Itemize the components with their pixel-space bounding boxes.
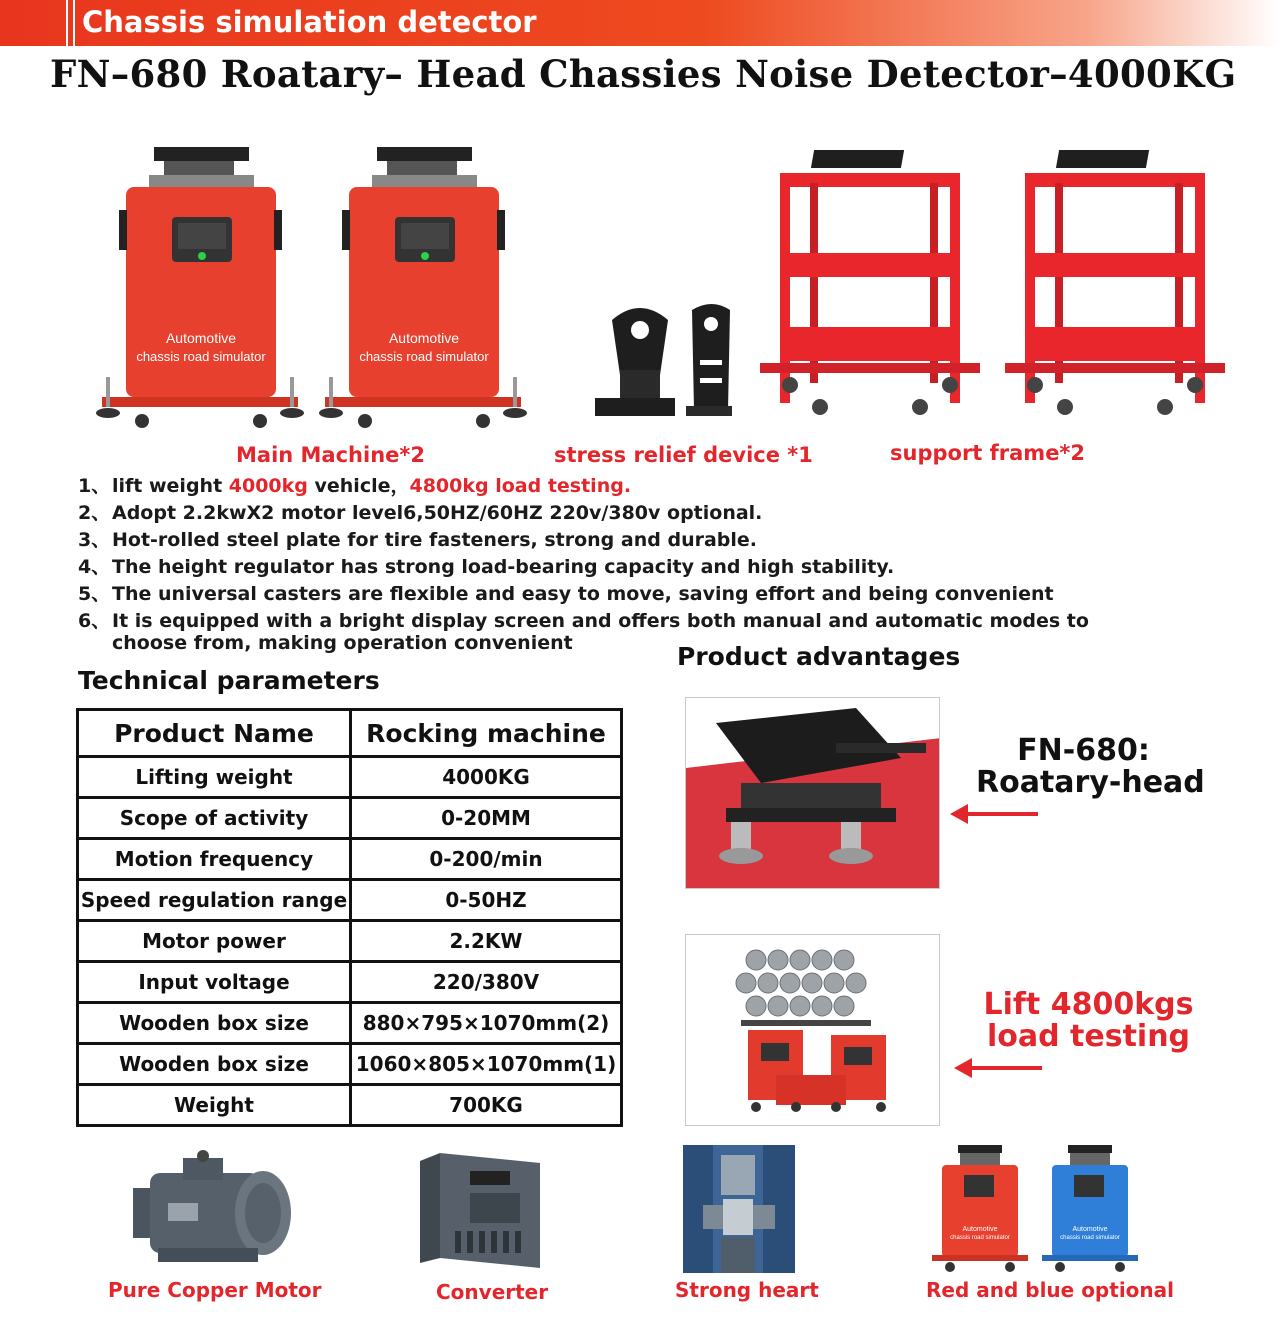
feature-number: 2、: [78, 502, 111, 524]
feature-item: [78, 555, 1078, 582]
table-row: [78, 962, 622, 1003]
banner-title: Chassis simulation detector: [82, 5, 537, 39]
feature-number: 5、: [78, 583, 111, 605]
table-cell: 880×795×1070mm(2): [351, 1003, 622, 1044]
load-testing-label-line1: Lift 4800kgs: [983, 987, 1194, 1022]
table-cell: Wooden box size: [78, 1044, 351, 1085]
main-machine-image-1: [94, 145, 306, 435]
table-row: [78, 1044, 622, 1085]
table-cell: 700KG: [351, 1085, 622, 1126]
blue-machine-option-image: [1040, 1143, 1140, 1273]
table-header-cell: Rocking machine: [351, 710, 622, 757]
table-cell: Wooden box size: [78, 1003, 351, 1044]
caption-stress-relief: stress relief device *1: [554, 443, 813, 467]
rotary-head-photo: [685, 697, 940, 889]
copper-motor-image: [128, 1148, 293, 1270]
feature-item: [78, 474, 1078, 501]
feature-number: 3、: [78, 529, 111, 551]
feature-highlight: 4000kg: [228, 475, 308, 497]
table-row: [78, 839, 622, 880]
technical-parameters-heading: Technical parameters: [78, 666, 380, 695]
caption-red-blue-optional: Red and blue optional: [926, 1278, 1174, 1302]
feature-item: [78, 582, 1078, 609]
table-row: [78, 1085, 622, 1126]
table-cell: 220/380V: [351, 962, 622, 1003]
caption-converter: Converter: [436, 1280, 549, 1304]
table-cell: 1060×805×1070mm(1): [351, 1044, 622, 1085]
converter-image: [420, 1143, 555, 1273]
feature-list: [78, 474, 1089, 657]
feature-item: [78, 528, 1078, 555]
strong-heart-image: [683, 1145, 795, 1273]
table-cell: Motion frequency: [78, 839, 351, 880]
caption-support-frame: support frame*2: [890, 441, 1086, 465]
table-row: [78, 1003, 622, 1044]
table-cell: Scope of activity: [78, 798, 351, 839]
table-cell: Weight: [78, 1085, 351, 1126]
arrow-left-icon: [954, 1056, 1044, 1080]
banner-divider: [66, 0, 75, 46]
rotary-head-label-line2: Roatary-head: [976, 765, 1205, 800]
page-title: FN–680 Roatary– Head Chassies Noise Detector–4000KG: [50, 52, 1237, 96]
table-cell: Input voltage: [78, 962, 351, 1003]
feature-text: vehicle，: [307, 475, 410, 497]
table-row: [78, 880, 622, 921]
feature-text: The height regulator has strong load-bearing capacity and high stability.: [112, 556, 895, 578]
feature-number: 6、: [78, 610, 111, 632]
machine-label-line1: Automotive: [1072, 1226, 1108, 1233]
table-header-cell: Product Name: [78, 710, 351, 757]
top-banner: [0, 0, 1280, 46]
table-cell: Motor power: [78, 921, 351, 962]
table-cell: 0-200/min: [351, 839, 622, 880]
load-testing-illustration: [686, 935, 940, 1126]
feature-text: lift weight: [112, 475, 229, 497]
parameters-table: [76, 708, 623, 1127]
arrow-left-icon: [950, 802, 1040, 826]
table-cell: 4000KG: [351, 757, 622, 798]
table-header-row: [78, 710, 622, 757]
load-testing-label-line2: load testing: [986, 1019, 1191, 1054]
machine-label-line2: chassis road simulator: [359, 349, 489, 364]
stress-relief-device-image: [590, 300, 750, 425]
table-cell: Speed regulation range: [78, 880, 351, 921]
caption-main-machine: Main Machine*2: [236, 443, 425, 467]
feature-text: It is equipped with a bright display screen and offers both manual and automatic modes to: [112, 610, 1089, 632]
feature-number: 4、: [78, 556, 111, 578]
machine-label-line2: chassis road simulator: [1060, 1235, 1120, 1241]
machine-label-line2: chassis road simulator: [136, 349, 266, 364]
machine-label-line1: Automotive: [388, 330, 460, 346]
product-advantages-heading: Product advantages: [677, 642, 961, 671]
table-cell: Lifting weight: [78, 757, 351, 798]
rotary-head-label: [976, 733, 1205, 800]
load-testing-photo: [685, 934, 940, 1126]
feature-highlight: 4800kg load testing.: [409, 475, 632, 497]
table-row: [78, 798, 622, 839]
feature-text: The universal casters are flexible and easy to move, saving effort and being convenient: [112, 583, 1054, 605]
table-cell: 0-20MM: [351, 798, 622, 839]
rotary-head-illustration: [686, 698, 940, 889]
table-row: [78, 757, 622, 798]
support-frame-image-1: [760, 145, 980, 425]
machine-label-line1: Automotive: [962, 1226, 998, 1233]
table-cell: 0-50HZ: [351, 880, 622, 921]
load-testing-label: [976, 989, 1201, 1053]
main-machine-image-2: [317, 145, 529, 435]
rotary-head-label-line1: FN-680:: [1017, 733, 1150, 768]
machine-label-line1: Automotive: [165, 330, 237, 346]
caption-strong-heart: Strong heart: [675, 1278, 819, 1302]
table-row: [78, 921, 622, 962]
support-frame-image-2: [1005, 145, 1225, 425]
feature-item: [78, 501, 1078, 528]
feature-text: Hot-rolled steel plate for tire fasteners, strong and durable.: [112, 529, 757, 551]
feature-text-continued: choose from, making operation convenient: [112, 632, 573, 654]
feature-number: 1、: [78, 475, 111, 497]
feature-text: Adopt 2.2kwX2 motor level6,50HZ/60HZ 220v/380v optional.: [112, 502, 763, 524]
caption-pure-copper-motor: Pure Copper Motor: [108, 1278, 322, 1302]
table-cell: 2.2KW: [351, 921, 622, 962]
machine-label-line2: chassis road simulator: [950, 1235, 1010, 1241]
red-machine-option-image: [930, 1143, 1030, 1273]
